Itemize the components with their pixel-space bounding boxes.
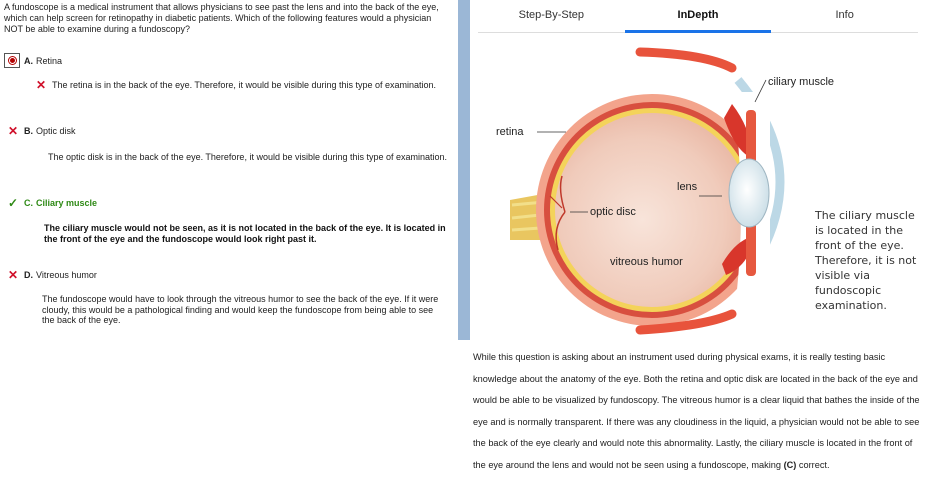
incorrect-x-icon: ✕ (7, 268, 19, 282)
option-c-letter: C. (24, 198, 33, 208)
option-b-label: Optic disk (36, 126, 76, 136)
panel-divider[interactable] (458, 0, 470, 340)
label-optic-disc: optic disc (590, 206, 636, 218)
label-ciliary-muscle: ciliary muscle (768, 76, 835, 88)
option-d[interactable] (6, 268, 97, 282)
incorrect-x-icon: ✕ (7, 124, 19, 138)
option-b-explanation: The optic disk is in the back of the eye. Therefore, it would be visible during this type of examination. (48, 152, 448, 162)
option-a-label: Retina (36, 55, 63, 66)
option-c-label: Ciliary muscle (36, 198, 98, 208)
label-retina: retina (496, 126, 524, 138)
tab-indepth[interactable]: InDepth (625, 0, 772, 32)
correct-check-icon: ✓ (7, 196, 19, 210)
option-d-letter: D. (24, 270, 33, 280)
option-d-label: Vitreous humor (36, 270, 97, 280)
label-lens: lens (677, 181, 698, 193)
explanation-body-end: correct. (796, 459, 830, 470)
incorrect-x-icon: ✕ (35, 78, 47, 92)
option-b-letter: B. (24, 126, 33, 136)
option-b[interactable] (6, 124, 76, 138)
option-d-explanation: The fundoscope would have to look through the vitreous humor to see the back of the eye. If it were cloudy, this would be a pathological finding and would keep the fundoscope from being able to see the back of the eye. (42, 294, 439, 325)
option-a-letter: A. (24, 55, 33, 66)
question-panel (0, 0, 456, 495)
tab-step-by-step[interactable]: Step-By-Step (518, 9, 585, 21)
option-a-explanation-text: The retina is in the back of the eye. Therefore, it would be visible during this type of examination. (52, 80, 437, 90)
explanation-body (473, 347, 925, 476)
label-vitreous-humor: vitreous humor (610, 256, 683, 268)
option-a[interactable] (4, 53, 62, 68)
explanation-answer: (C) (783, 459, 797, 470)
question-text: A fundoscope is a medical instrument that allows physicians to see past the lens and into the back of the eye, which can help screen for retinopathy in diabetic patients. Which of the following features would a physician NOT be able to examine during a fundoscopy? (4, 2, 439, 34)
tab-info[interactable]: Info (835, 9, 854, 21)
explanation-body-main: While this question is asking about an instrument used during physical exams, it is really testing basic knowledge about the anatomy of the eye. Both the retina and optic disk are located in the back of the eye and would be able to be visualized by fundoscopy. The vitreous humor is a clear liquid that bathes the inside of the eye and is normally transparent. If there was any cloudiness in the liquid, a physician would not be able to see the back of the eye clearly and would note this abnormality. Lastly, the ciliary muscle is located in the front of the eye around the lens and would not be seen using a fundoscope, making (473, 352, 920, 470)
option-a-explanation (34, 80, 444, 91)
option-c[interactable] (6, 196, 97, 210)
explanation-panel (470, 0, 929, 495)
figure-caption: The ciliary muscle is located in the front of the eye. Therefore, it is not visible via fundoscopic examination. (815, 209, 917, 312)
tab-bar (478, 0, 918, 33)
option-c-explanation: The ciliary muscle would not be seen, as it is not located in the back of the eye. It is located in the front of the eye and the fundoscope would look right past it. (44, 223, 446, 244)
radio-selected-icon[interactable] (4, 53, 20, 68)
